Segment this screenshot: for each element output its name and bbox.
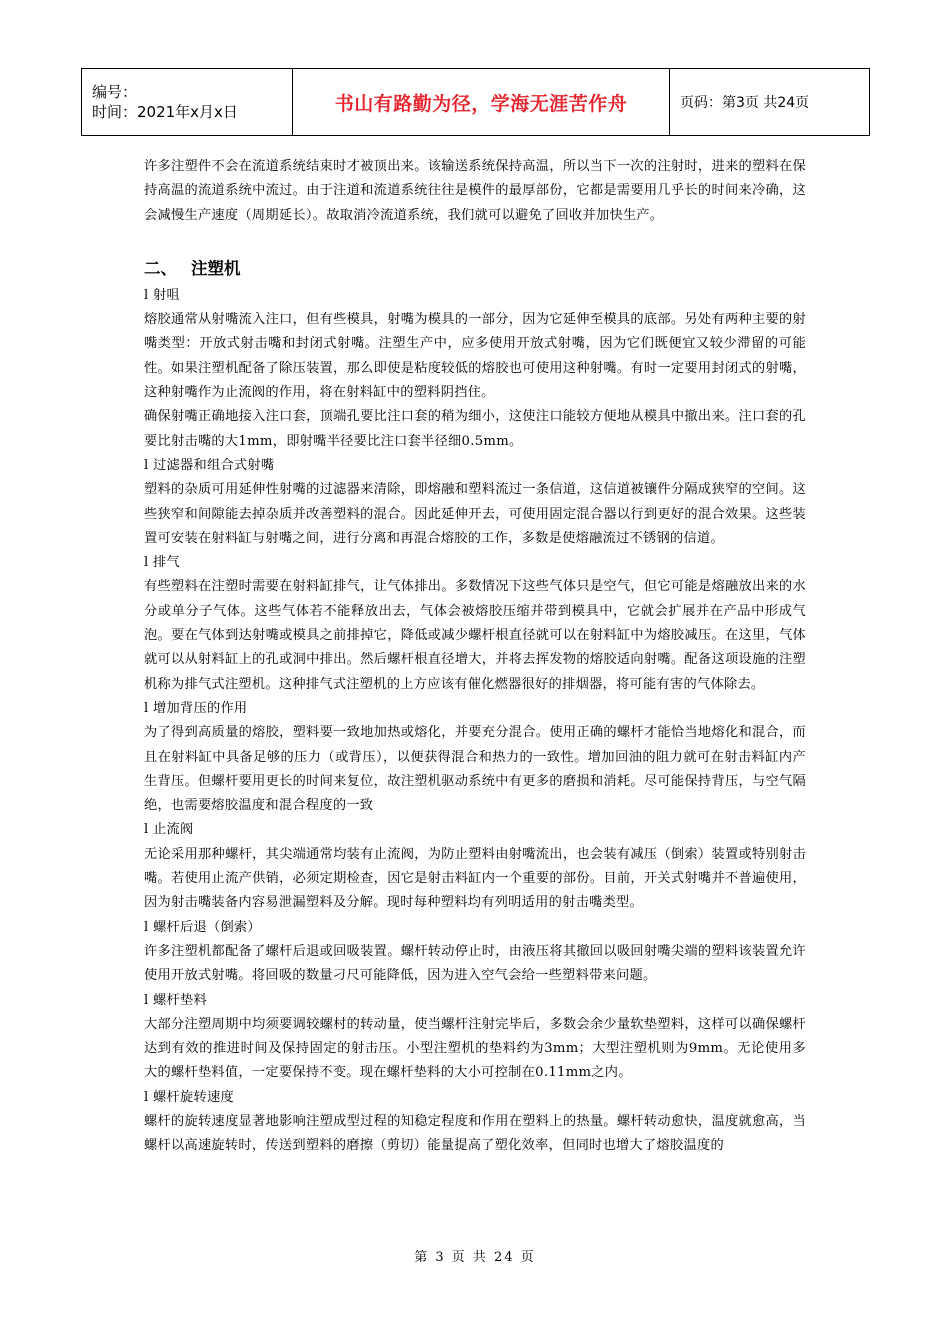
section-title: 注塑机 [191, 258, 241, 278]
header-motto: 书山有路勤为径，学海无涯苦作舟 [293, 69, 670, 136]
item-paragraph: 无论采用那种螺杆，其尖端通常均装有止流阀，为防止塑料由射嘴流出，也会装有减压（倒索）装置或特别射击嘴。若使用止流产供销，必须定期检查，因它是射击料缸内一个重要的部份。目前，开关式射嘴并不普遍使用，因为射击嘴装备内容易泄漏塑料及分解。现时每种塑料均有列明适用的射击嘴类型。 [144, 846, 806, 911]
item-heading: l 螺杆旋转速度 [144, 1089, 234, 1105]
item-heading: l 螺杆后退（倒索） [144, 919, 261, 935]
item-heading: l 过滤器和组合式射嘴 [144, 457, 275, 473]
section-heading [144, 256, 806, 282]
intro-paragraph: 许多注塑件不会在流道系统结束时才被顶出来。该输送系统保持高温，所以当下一次的注射时，进来的塑料在保持高温的流道系统中流过。由于注道和流道系统往往是模件的最厚部份，它都是需要用几乎长的时间来冷确，这会减慢生产速度（周期延长）。故取消冷流道系统，我们就可以避免了回收并加快生产。 [144, 159, 806, 223]
section-number: 二、 [144, 258, 177, 278]
header-left-cell [82, 69, 293, 136]
item-heading: l 增加背压的作用 [144, 700, 248, 716]
item-paragraph: 螺杆的旋转速度显著地影响注塑成型过程的知稳定程度和作用在塑料上的热量。螺杆转动愈快，温度就愈高，当螺杆以高速旋转时，传送到塑料的磨擦（剪切）能量提高了塑化效率，但同时也增大了熔胶温度的 [144, 1113, 806, 1154]
item-heading: l 排气 [144, 555, 180, 571]
item-heading: l 射咀 [144, 287, 180, 303]
page-header [81, 68, 870, 136]
item-heading: l 止流阀 [144, 822, 194, 838]
page-footer: 第 3 页 共 24 页 [414, 1250, 536, 1265]
header-page-label: 页码：第3页 共24页 [670, 69, 870, 136]
item-paragraph: 塑料的杂质可用延伸性射嘴的过滤器来清除，即熔融和塑料流过一条信道，这信道被镶件分隔成狭窄的空间。这些狭窄和间隙能去掉杂质并改善塑料的混合。因此延伸开去，可使用固定混合器以行到更好的混合效果。这些装置可安装在射料缸与射嘴之间，进行分离和再混合熔胶的工作，多数是使熔融流过不锈钢的信道。 [144, 482, 806, 546]
item-paragraph: 熔胶通常从射嘴流入注口，但有些模具，射嘴为模具的一部分，因为它延伸至模具的底部。另处有两种主要的射嘴类型：开放式射击嘴和封闭式射嘴。注塑生产中，应多使用开放式射嘴，因为它们既便宜又较少滞留的可能性。如果注塑机配备了除压装置，那么即使是粘度较低的熔胶也可使用这种射嘴。有时一定要用封闭式的射嘴，这种射嘴作为止流阀的作用，将在射料缸中的塑料阴挡住。 [144, 312, 806, 401]
item-paragraph: 确保射嘴正确地接入注口套，顶端孔要比注口套的稍为细小，这使注口能较方便地从模具中撤出来。注口套的孔要比射击嘴的大1mm，即射嘴半径要比注口套半径细0.5mm。 [144, 409, 806, 449]
document-number-label: 编号： [92, 83, 138, 101]
item-paragraph: 大部分注塑周期中均须要调较螺村的转动量，使当螺杆注射完毕后，多数会余少量软垫塑料，这样可以确保螺杆达到有效的推进时间及保持固定的射击压。小型注塑机的垫料约为3mm；大型注塑机则为9mm。无论使用多大的螺杆垫料值，一定要保持不变。现在螺杆垫料的大小可控制在0.11mm之内。 [144, 1016, 806, 1081]
item-paragraph: 为了得到高质量的熔胶，塑料要一致地加热或熔化，并要充分混合。使用正确的螺杆才能恰当地熔化和混合，而且在射料缸中具备足够的压力（或背压），以便获得混合和热力的一致性。增加回油的阻力就可在射击料缸内产生背压。但螺杆要用更长的时间来复位，故注塑机驱动系统中有更多的磨损和消耗。尽可能保持背压，与空气隔绝，也需要熔胶温度和混合程度的一致 [144, 725, 806, 814]
item-paragraph: 许多注塑机都配备了螺杆后退或回吸装置。螺杆转动停止时，由液压将其撤回以吸回射嘴尖端的塑料该装置允许使用开放式射嘴。将回吸的数量刁尺可能降低，因为进入空气会给一些塑料带来问题。 [144, 943, 806, 984]
item-paragraph: 有些塑料在注塑时需要在射料缸排气，让气体排出。多数情况下这些气体只是空气，但它可能是熔融放出来的水分或单分子气体。这些气体若不能释放出去，气体会被熔胶压缩并带到模具中，它就会扩展并在产品中形成气泡。要在气体到达射嘴或模具之前排掉它，降低或减少螺杆根直径就可以在射料缸中为熔胶减压。在这里，气体就可以从射料缸上的孔或洞中排出。然后螺杆根直径增大，并将去挥发物的熔胶适向射嘴。配备这项设施的注塑机称为排气式注塑机。这种排气式注塑机的上方应该有催化燃器很好的排烟器，将可能有害的气体除去。 [144, 579, 806, 692]
item-heading: l 螺杆垫料 [144, 992, 207, 1008]
document-body [144, 155, 806, 1159]
document-date-label: 时间：2021年x月x日 [92, 103, 238, 121]
